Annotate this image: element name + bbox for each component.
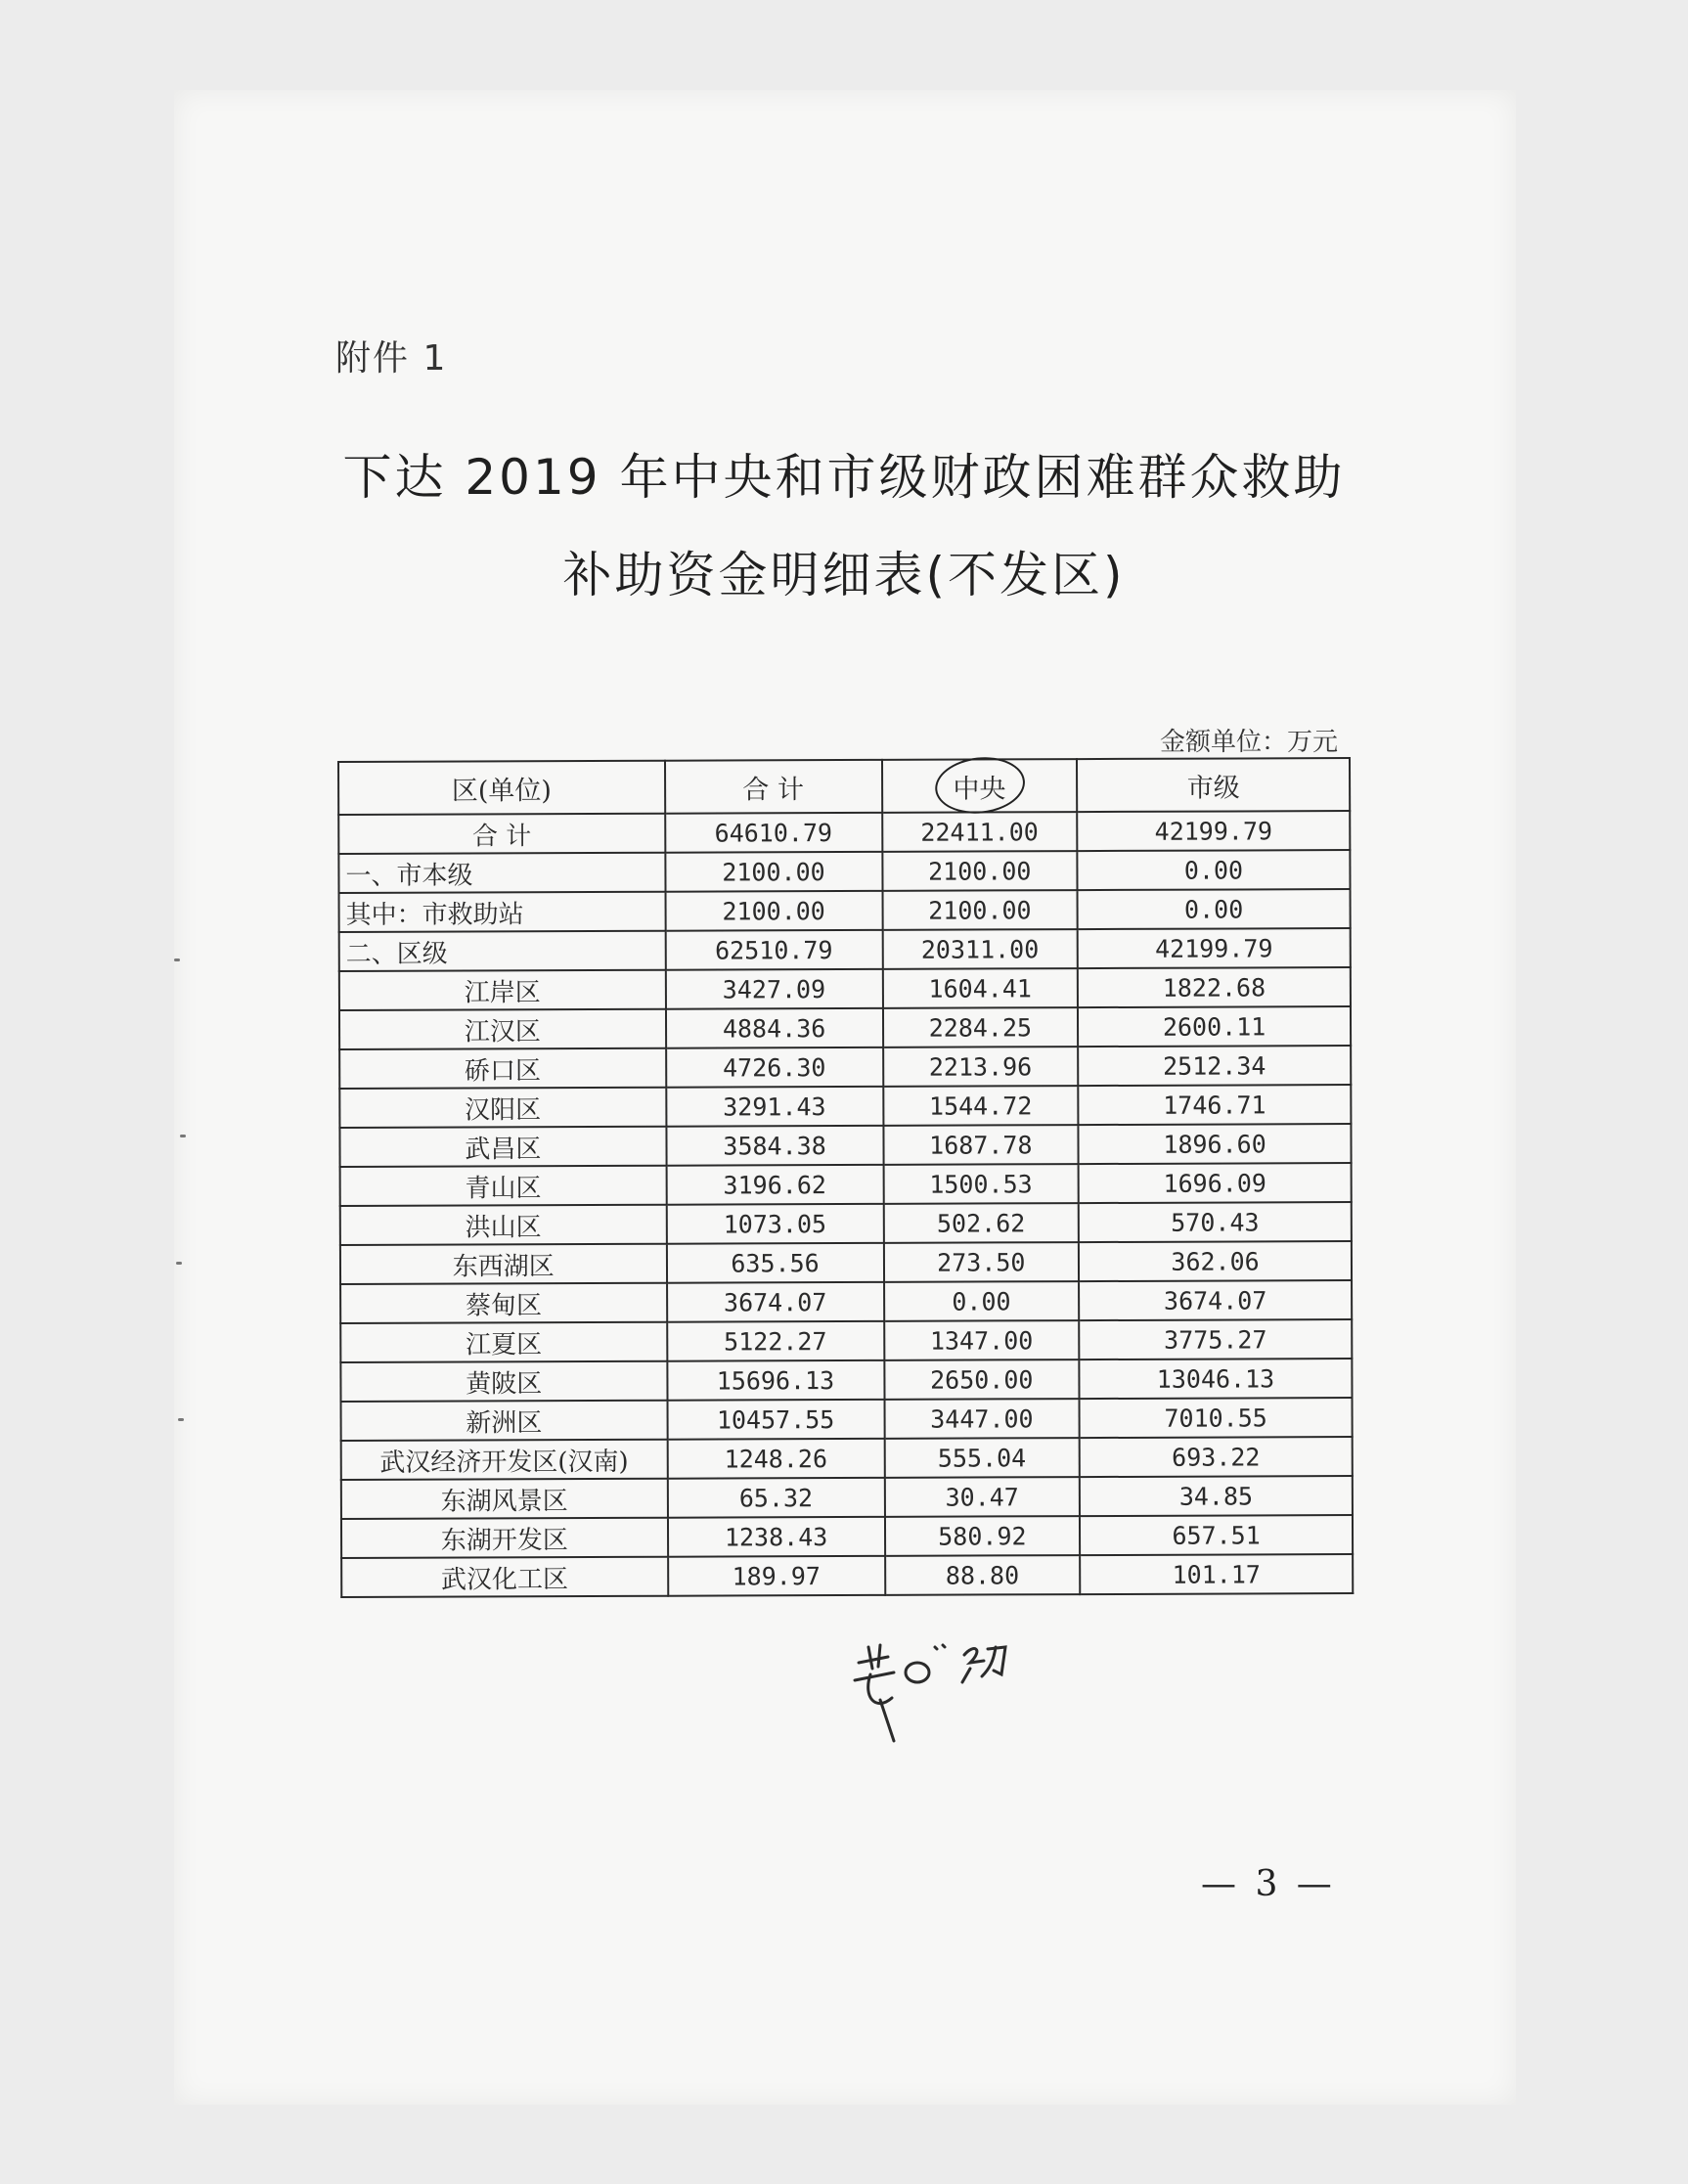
unit-note: 金额单位：万元: [1159, 728, 1338, 757]
central-cell: 2284.25: [883, 1007, 1079, 1047]
table-row: [339, 1006, 1351, 1049]
city-cell: 693.22: [1080, 1437, 1353, 1477]
district-cell: 合 计: [338, 814, 665, 854]
city-cell: 3775.27: [1079, 1319, 1352, 1359]
header-city: 市级: [1077, 758, 1350, 812]
table-row: [339, 967, 1351, 1010]
total-cell: 2100.00: [665, 852, 882, 892]
total-cell: 1073.05: [666, 1204, 883, 1244]
central-cell: 1544.72: [883, 1086, 1079, 1126]
city-cell: 2600.11: [1078, 1006, 1351, 1047]
city-cell: 42199.79: [1077, 811, 1350, 851]
city-cell: 570.43: [1079, 1202, 1352, 1242]
city-cell: 42199.79: [1078, 928, 1351, 968]
district-cell: 东湖风景区: [341, 1479, 668, 1519]
city-cell: 1746.71: [1078, 1085, 1351, 1125]
district-cell: 武汉化工区: [341, 1557, 668, 1597]
district-cell: 汉阳区: [339, 1088, 666, 1128]
central-cell: 2100.00: [882, 851, 1078, 891]
central-cell: 1687.78: [883, 1125, 1079, 1165]
central-cell: 20311.00: [882, 929, 1078, 969]
table-row: [340, 1241, 1352, 1284]
header-central: [882, 759, 1078, 813]
total-cell: 3584.38: [666, 1126, 883, 1166]
scan-speck: [174, 958, 180, 961]
central-cell: 2650.00: [884, 1359, 1080, 1400]
city-cell: 101.17: [1080, 1554, 1353, 1594]
handwritten-signature: [841, 1604, 1037, 1751]
table-row: [339, 1124, 1351, 1167]
central-cell: 580.92: [885, 1516, 1081, 1556]
scan-speck: [180, 1135, 186, 1137]
central-cell: 0.00: [884, 1281, 1080, 1321]
district-cell: 东湖开发区: [341, 1518, 668, 1558]
table-row: [341, 1476, 1353, 1519]
district-cell: 一、市本级: [338, 853, 665, 893]
central-cell: 555.04: [884, 1438, 1080, 1478]
table-row: [341, 1437, 1353, 1480]
city-cell: 13046.13: [1079, 1359, 1352, 1399]
total-cell: 1248.26: [667, 1439, 884, 1479]
city-cell: 1822.68: [1078, 967, 1351, 1007]
attachment-label: 附件 1: [335, 338, 448, 379]
total-cell: 5122.27: [667, 1321, 884, 1361]
total-cell: 3196.62: [666, 1165, 883, 1205]
district-cell: 二、区级: [339, 931, 666, 971]
district-cell: 新洲区: [341, 1401, 668, 1441]
central-cell: 1347.00: [884, 1320, 1080, 1360]
title-line-2: 补助资金明细表(不发区): [562, 547, 1126, 603]
table-row: [339, 1046, 1351, 1089]
table-row: [339, 928, 1351, 971]
city-cell: 0.00: [1078, 889, 1351, 929]
central-cell: 1604.41: [882, 968, 1078, 1008]
total-cell: 635.56: [666, 1243, 883, 1283]
funding-table: [337, 757, 1354, 1598]
table-row: [341, 1398, 1353, 1441]
scan-speck: [178, 1418, 184, 1421]
central-cell: 22411.00: [882, 812, 1078, 852]
page-number: — 3 —: [1201, 1864, 1336, 1904]
total-cell: 3427.09: [665, 969, 882, 1009]
city-cell: 0.00: [1077, 850, 1350, 890]
table-row: [340, 1163, 1352, 1206]
table-row: [339, 1085, 1351, 1128]
funding-table-body: [338, 758, 1353, 1597]
central-cell: 2100.00: [882, 890, 1078, 930]
central-cell: 273.50: [883, 1242, 1079, 1282]
total-cell: 3674.07: [667, 1282, 884, 1322]
table-row: [340, 1202, 1352, 1245]
district-cell: 武昌区: [339, 1127, 666, 1167]
district-cell: 黄陂区: [340, 1361, 667, 1402]
city-cell: 3674.07: [1079, 1280, 1352, 1320]
scan-speck: [176, 1262, 182, 1265]
table-header-row: [338, 758, 1350, 815]
header-district: 区(单位): [338, 761, 665, 815]
city-cell: 2512.34: [1078, 1046, 1351, 1086]
table-row: [340, 1280, 1352, 1323]
district-cell: 江岸区: [339, 970, 666, 1010]
district-cell: 东西湖区: [340, 1244, 667, 1284]
total-cell: 64610.79: [665, 813, 882, 853]
district-cell: 蔡甸区: [340, 1283, 667, 1323]
district-cell: 洪山区: [340, 1205, 667, 1245]
table-row: [338, 811, 1350, 854]
central-cell: 3447.00: [884, 1399, 1080, 1439]
table-row: [340, 1359, 1352, 1402]
district-cell: 硚口区: [339, 1048, 666, 1089]
city-cell: 362.06: [1079, 1241, 1352, 1281]
title-line-1: 下达 2019 年中央和市级财政困难群众救助: [342, 449, 1346, 506]
header-total: 合 计: [665, 760, 882, 814]
district-cell: 青山区: [340, 1166, 667, 1206]
total-cell: 15696.13: [667, 1360, 884, 1401]
central-cell: 1500.53: [883, 1164, 1079, 1204]
table-row: [341, 1554, 1353, 1597]
total-cell: 62510.79: [665, 930, 882, 970]
district-cell: 其中：市救助站: [339, 892, 666, 932]
city-cell: 1696.09: [1079, 1163, 1352, 1203]
central-cell: 2213.96: [883, 1047, 1079, 1087]
city-cell: 7010.55: [1080, 1398, 1353, 1438]
total-cell: 1238.43: [668, 1517, 885, 1557]
table-row: [340, 1319, 1352, 1362]
total-cell: 65.32: [667, 1478, 884, 1518]
table-row: [341, 1515, 1353, 1558]
district-cell: 江汉区: [339, 1009, 666, 1049]
total-cell: 10457.55: [667, 1400, 884, 1440]
total-cell: 189.97: [668, 1556, 885, 1596]
table-row: [338, 850, 1350, 893]
total-cell: 2100.00: [665, 891, 882, 931]
total-cell: 4884.36: [666, 1008, 883, 1048]
city-cell: 34.85: [1080, 1476, 1353, 1516]
total-cell: 3291.43: [666, 1087, 883, 1127]
district-cell: 江夏区: [340, 1322, 667, 1362]
central-cell: 30.47: [884, 1477, 1080, 1517]
city-cell: 657.51: [1080, 1515, 1353, 1555]
district-cell: 武汉经济开发区(汉南): [341, 1440, 668, 1480]
total-cell: 4726.30: [666, 1047, 883, 1088]
city-cell: 1896.60: [1079, 1124, 1352, 1164]
central-cell: 88.80: [885, 1555, 1081, 1595]
central-cell: 502.62: [883, 1203, 1079, 1243]
table-row: [339, 889, 1351, 932]
circled-central-label: 中央: [939, 765, 1019, 807]
